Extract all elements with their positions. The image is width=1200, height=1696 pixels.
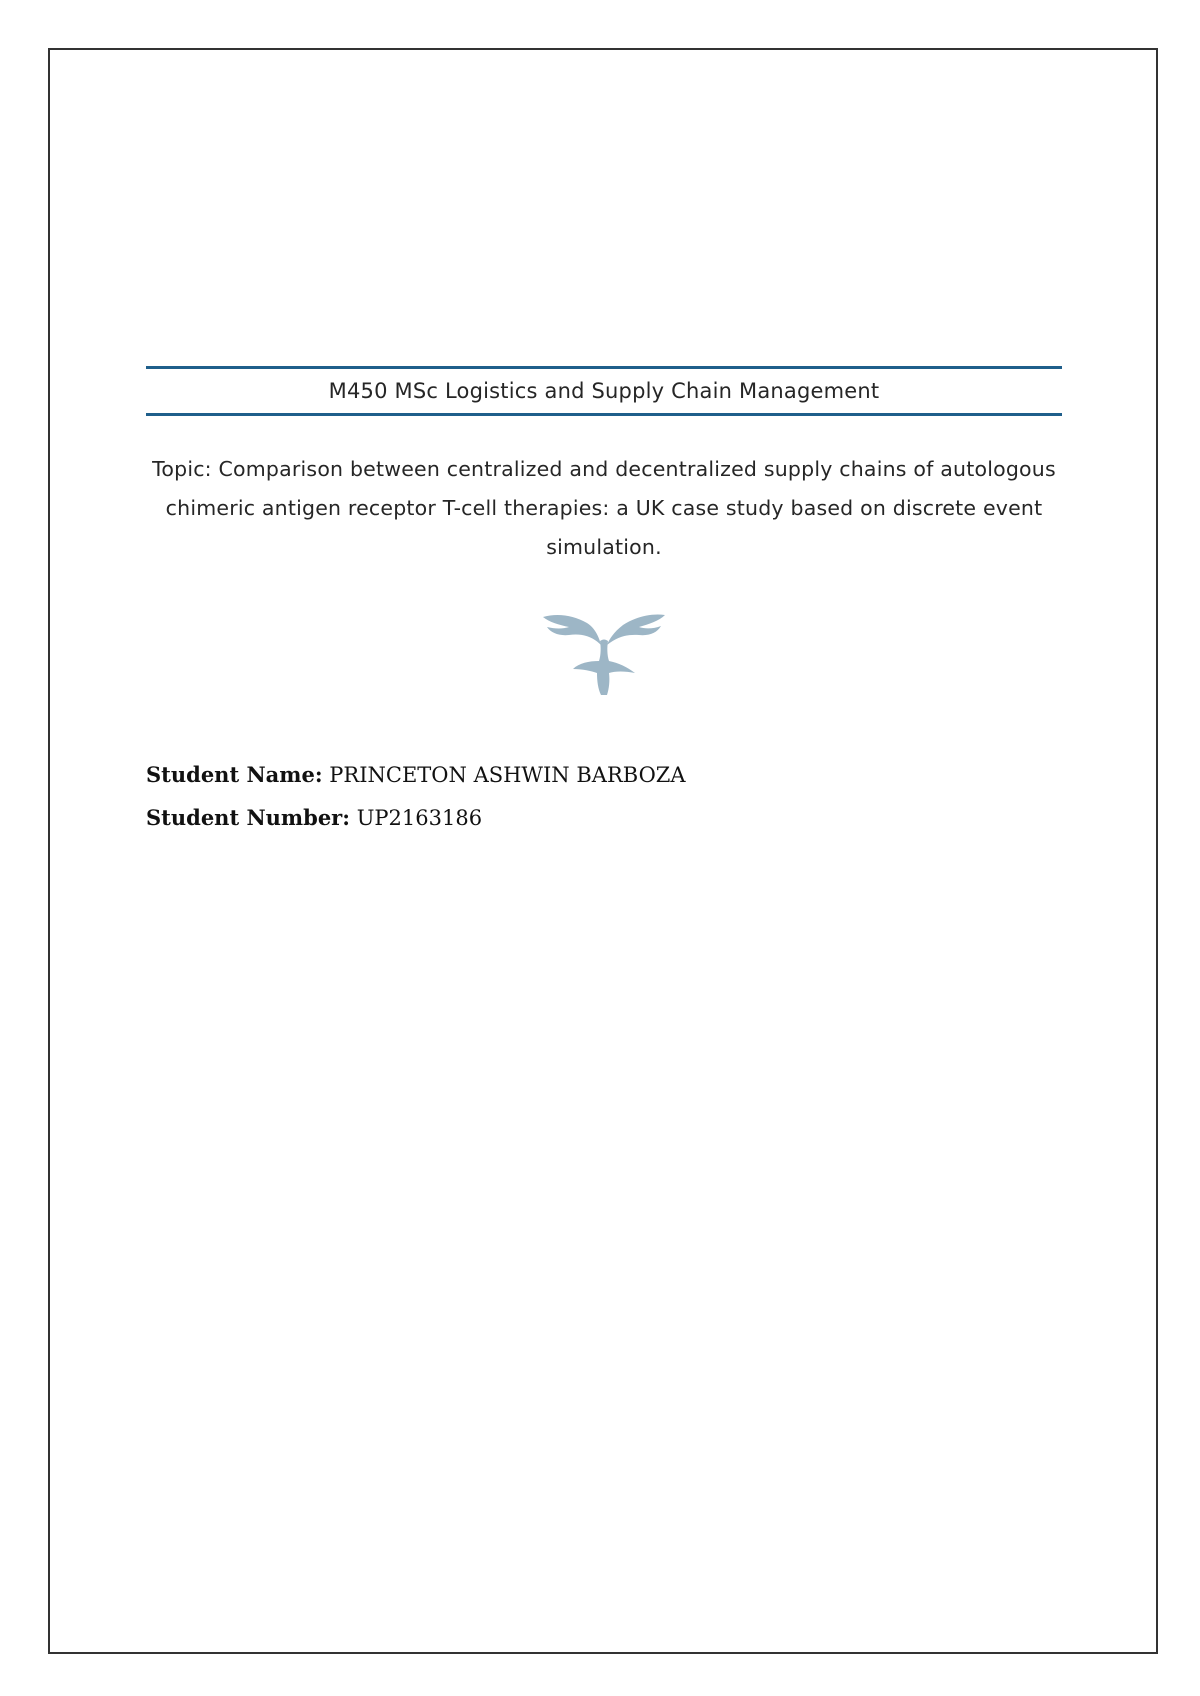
student-name-value: PRINCETON ASHWIN BARBOZA: [329, 763, 686, 787]
student-details: [146, 753, 1062, 839]
university-bird-logo-icon: [539, 611, 669, 695]
student-name-label: Student Name:: [146, 762, 323, 787]
page-border: [48, 48, 1158, 1654]
student-number-label: Student Number:: [146, 805, 351, 830]
course-banner: [146, 366, 1062, 416]
student-number-value: UP2163186: [356, 806, 483, 830]
logo: [146, 611, 1062, 695]
student-number-line: [146, 796, 1062, 839]
topic-text: Topic: Comparison between centralized and decentralized supply chains of autologous chimeric antigen receptor T-cell therapies: a UK case study based on discrete event simulation.: [152, 457, 1056, 559]
student-name-line: [146, 753, 1062, 796]
cover-page: [146, 366, 1062, 839]
course-title: M450 MSc Logistics and Supply Chain Management: [328, 379, 880, 403]
